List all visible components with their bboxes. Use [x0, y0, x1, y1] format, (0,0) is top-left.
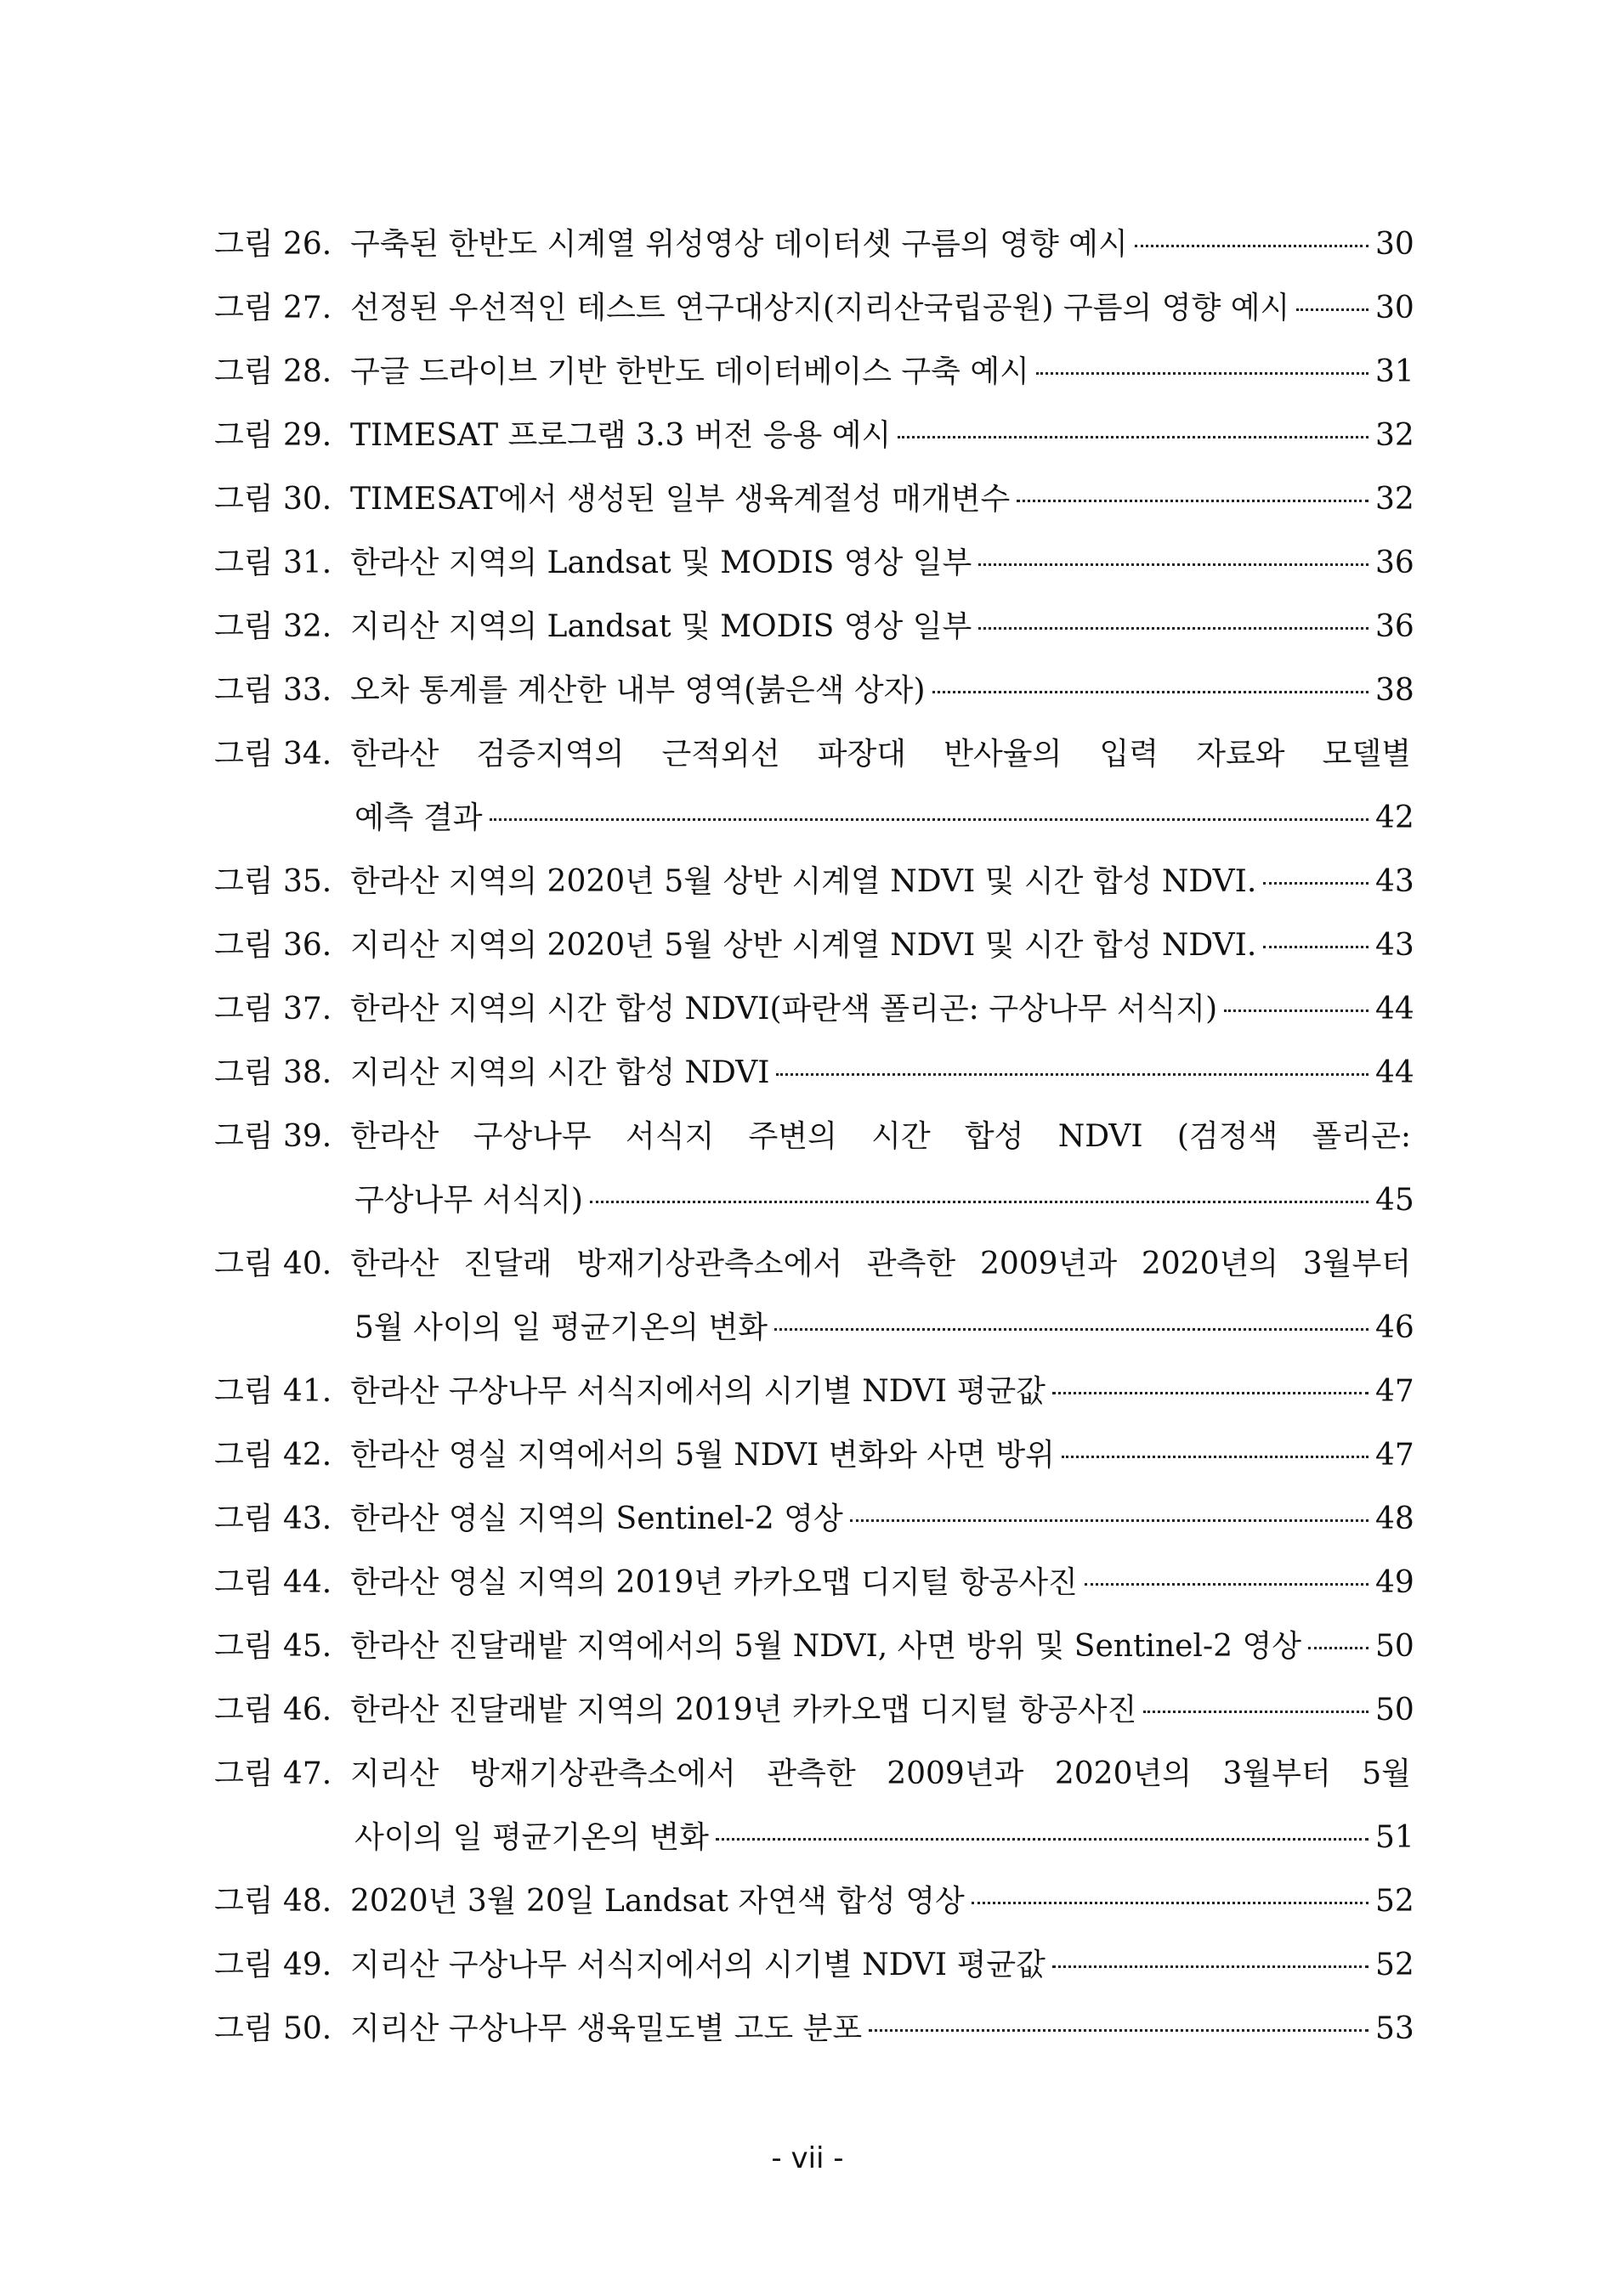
figure-label: 그림 48. [214, 1884, 332, 1919]
page-ref: 42 [1375, 800, 1414, 835]
toc-entry[interactable] [214, 276, 1414, 340]
page-ref: 53 [1375, 2011, 1414, 2046]
figure-title: 구축된 한반도 시계열 위성영상 데이터셋 구름의 영향 예시 [350, 227, 1128, 262]
toc-entry[interactable] [214, 1678, 1414, 1742]
toc-entry[interactable] [214, 1933, 1414, 1997]
dot-leader [1143, 1711, 1368, 1713]
dot-leader [590, 1201, 1368, 1203]
figure-title: 한라산 영실 지역의 2019년 카카오맵 디지털 항공사진 [350, 1565, 1078, 1600]
toc-entry-line [214, 1933, 1414, 1997]
figure-label: 그림 40. [214, 1247, 332, 1281]
page-ref: 36 [1375, 609, 1414, 644]
toc-entry[interactable] [214, 977, 1414, 1041]
toc-entry[interactable] [214, 404, 1414, 467]
toc-entry-line [214, 1869, 1414, 1933]
figure-label: 그림 29. [214, 418, 332, 453]
figure-label: 그림 43. [214, 1501, 332, 1536]
figure-title: 오차 통계를 계산한 내부 영역(붉은색 상자) [350, 673, 926, 708]
toc-entry[interactable] [214, 1551, 1414, 1615]
page-ref: 48 [1375, 1501, 1414, 1536]
toc-entry[interactable] [214, 1105, 1414, 1232]
toc-entry-line [214, 212, 1414, 276]
toc-entry-line [214, 1105, 1411, 1168]
toc-entry-line [214, 1678, 1414, 1742]
figure-title: 한라산 지역의 시간 합성 NDVI(파란색 폴리곤: 구상나무 서식지) [350, 992, 1218, 1026]
page-ref: 49 [1375, 1565, 1414, 1600]
page-ref: 36 [1375, 546, 1414, 580]
dot-leader [1062, 1456, 1368, 1458]
figure-title-continued: 구상나무 서식지) [354, 1183, 583, 1218]
toc-entry[interactable] [214, 340, 1414, 404]
figure-title: TIMESAT 프로그램 3.3 버전 응용 예시 [350, 418, 892, 453]
figure-title: 한라산 구상나무 서식지 주변의 시간 합성 NDVI (검정색 폴리곤: [350, 1119, 1411, 1154]
toc-entry-line [214, 467, 1414, 531]
figure-title: 한라산 진달래밭 지역의 2019년 카카오맵 디지털 항공사진 [350, 1693, 1137, 1728]
dot-leader [716, 1838, 1368, 1841]
page-ref: 44 [1375, 992, 1414, 1026]
toc-entry-line [214, 1232, 1411, 1296]
toc-entry-continuation [214, 1806, 1414, 1869]
page-number: - vii - [771, 2141, 844, 2175]
dot-leader [1085, 1583, 1368, 1586]
toc-entry[interactable] [214, 722, 1414, 850]
figure-label: 그림 28. [214, 354, 332, 389]
figure-label: 그림 31. [214, 546, 332, 580]
page-ref: 52 [1375, 1884, 1414, 1919]
dot-leader [972, 1902, 1368, 1904]
toc-entry-line [214, 340, 1414, 404]
page-ref: 30 [1375, 291, 1414, 325]
page-ref: 50 [1375, 1693, 1414, 1728]
figure-title-continued: 예측 결과 [354, 800, 483, 835]
dot-leader [1052, 1965, 1368, 1968]
figure-label: 그림 45. [214, 1629, 332, 1664]
figure-title: 한라산 진달래밭 지역에서의 5월 NDVI, 사면 방위 및 Sentinel-2 영상 [350, 1629, 1302, 1664]
page-ref: 43 [1375, 864, 1414, 899]
toc-entry-line [214, 1551, 1414, 1615]
toc-entry-line [214, 977, 1414, 1041]
figure-label: 그림 38. [214, 1055, 332, 1090]
dot-leader [1017, 500, 1368, 502]
toc-entry[interactable] [214, 850, 1414, 913]
figure-label: 그림 34. [214, 737, 332, 772]
toc-entry-line [214, 722, 1411, 786]
dot-leader [1263, 946, 1368, 948]
figure-label: 그림 44. [214, 1565, 332, 1600]
page-ref: 52 [1375, 1948, 1414, 1982]
figure-title: 한라산 진달래 방재기상관측소에서 관측한 2009년과 2020년의 3월부터 [350, 1247, 1411, 1281]
page-ref: 44 [1375, 1055, 1414, 1090]
dot-leader [774, 1328, 1368, 1331]
figure-title: 지리산 지역의 2020년 5월 상반 시계열 NDVI 및 시간 합성 NDVI. [350, 928, 1257, 963]
toc-entry[interactable] [214, 531, 1414, 595]
figure-title: 한라산 지역의 Landsat 및 MODIS 영상 일부 [350, 546, 972, 580]
dot-leader [978, 563, 1368, 566]
page-ref: 50 [1375, 1629, 1414, 1664]
figure-title: 한라산 검증지역의 근적외선 파장대 반사율의 입력 자료와 모델별 [350, 737, 1411, 772]
dot-leader [776, 1073, 1368, 1076]
toc-entry-continuation [214, 1296, 1414, 1360]
toc-entry[interactable] [214, 659, 1414, 722]
toc-entry-continuation [214, 786, 1414, 850]
toc-entry-line [214, 850, 1414, 913]
toc-entry-line [214, 1615, 1414, 1678]
toc-entry[interactable] [214, 1423, 1414, 1487]
toc-entry-line [214, 1742, 1411, 1806]
figure-label: 그림 32. [214, 609, 332, 644]
toc-entry[interactable] [214, 1487, 1414, 1551]
dot-leader [1263, 882, 1368, 885]
dot-leader [490, 818, 1368, 821]
figure-label: 그림 49. [214, 1948, 332, 1982]
dot-leader [1135, 245, 1368, 247]
figure-title: 선정된 우선적인 테스트 연구대상지(지리산국립공원) 구름의 영향 예시 [350, 291, 1290, 325]
toc-entry[interactable] [214, 467, 1414, 531]
toc-entry[interactable] [214, 1041, 1414, 1105]
figure-label: 그림 41. [214, 1374, 332, 1409]
dot-leader [1036, 372, 1368, 375]
page-ref: 51 [1375, 1820, 1414, 1855]
page-ref: 43 [1375, 928, 1414, 963]
figure-label: 그림 50. [214, 2011, 332, 2046]
figure-title: 한라산 구상나무 서식지에서의 시기별 NDVI 평균값 [350, 1374, 1046, 1409]
figure-title-continued: 5월 사이의 일 평균기온의 변화 [354, 1310, 768, 1345]
figure-title: 구글 드라이브 기반 한반도 데이터베이스 구축 예시 [350, 354, 1029, 389]
figure-label: 그림 47. [214, 1756, 332, 1791]
figure-title: 지리산 구상나무 서식지에서의 시기별 NDVI 평균값 [350, 1948, 1046, 1982]
page-ref: 31 [1375, 354, 1414, 389]
toc-entry-line [214, 276, 1414, 340]
toc-entry-line [214, 404, 1414, 467]
figure-label: 그림 30. [214, 482, 332, 517]
toc-entry[interactable] [214, 1232, 1414, 1360]
figure-title: 한라산 영실 지역의 Sentinel-2 영상 [350, 1501, 843, 1536]
figure-label: 그림 42. [214, 1438, 332, 1473]
toc-entry[interactable] [214, 1360, 1414, 1423]
toc-entry[interactable] [214, 212, 1414, 276]
toc-entry-line [214, 913, 1414, 977]
dot-leader [978, 627, 1368, 630]
toc-entry-line [214, 1360, 1414, 1423]
toc-entry[interactable] [214, 913, 1414, 977]
toc-entry[interactable] [214, 1997, 1414, 2061]
toc-entry[interactable] [214, 1869, 1414, 1933]
toc-entry[interactable] [214, 1615, 1414, 1678]
dot-leader [869, 2029, 1368, 2032]
toc-entry-line [214, 659, 1414, 722]
dot-leader [898, 436, 1368, 438]
figure-title-continued: 사이의 일 평균기온의 변화 [354, 1820, 709, 1855]
figure-title: 2020년 3월 20일 Landsat 자연색 합성 영상 [350, 1884, 965, 1919]
page-ref: 32 [1375, 418, 1414, 453]
toc-entry-line [214, 1041, 1414, 1105]
figure-label: 그림 35. [214, 864, 332, 899]
dot-leader [932, 691, 1369, 693]
figure-title: 지리산 방재기상관측소에서 관측한 2009년과 2020년의 3월부터 5월 [350, 1756, 1411, 1791]
figure-title: 지리산 구상나무 생육밀도별 고도 분포 [350, 2011, 863, 2046]
toc-entry-line [214, 1423, 1414, 1487]
toc-entry[interactable] [214, 595, 1414, 659]
dot-leader [1224, 1009, 1368, 1012]
figure-title: 한라산 지역의 2020년 5월 상반 시계열 NDVI 및 시간 합성 NDVI. [350, 864, 1257, 899]
figure-label: 그림 36. [214, 928, 332, 963]
figure-title: 지리산 지역의 Landsat 및 MODIS 영상 일부 [350, 609, 972, 644]
figure-label: 그림 39. [214, 1119, 332, 1154]
figure-label: 그림 26. [214, 227, 332, 262]
figure-title: 지리산 지역의 시간 합성 NDVI [350, 1055, 770, 1090]
page-ref: 46 [1375, 1310, 1414, 1345]
figure-label: 그림 27. [214, 291, 332, 325]
page-ref: 32 [1375, 482, 1414, 517]
figure-title: TIMESAT에서 생성된 일부 생육계절성 매개변수 [350, 482, 1011, 517]
toc-entry-line [214, 595, 1414, 659]
toc-entry-continuation [214, 1168, 1414, 1232]
dot-leader [1308, 1647, 1368, 1649]
dot-leader [1296, 308, 1368, 311]
page-ref: 47 [1375, 1374, 1414, 1409]
page-ref: 45 [1375, 1183, 1414, 1218]
page-ref: 38 [1375, 673, 1414, 708]
toc-entry-line [214, 531, 1414, 595]
page-ref: 30 [1375, 227, 1414, 262]
toc-entry-line [214, 1487, 1414, 1551]
page-ref: 47 [1375, 1438, 1414, 1473]
dot-leader [850, 1519, 1368, 1522]
dot-leader [1052, 1392, 1368, 1394]
figure-label: 그림 46. [214, 1693, 332, 1728]
figure-label: 그림 37. [214, 992, 332, 1026]
figure-label: 그림 33. [214, 673, 332, 708]
figure-title: 한라산 영실 지역에서의 5월 NDVI 변화와 사면 방위 [350, 1438, 1055, 1473]
toc-entry-line [214, 1997, 1414, 2061]
toc-entry[interactable] [214, 1742, 1414, 1869]
list-of-figures [214, 212, 1414, 2061]
